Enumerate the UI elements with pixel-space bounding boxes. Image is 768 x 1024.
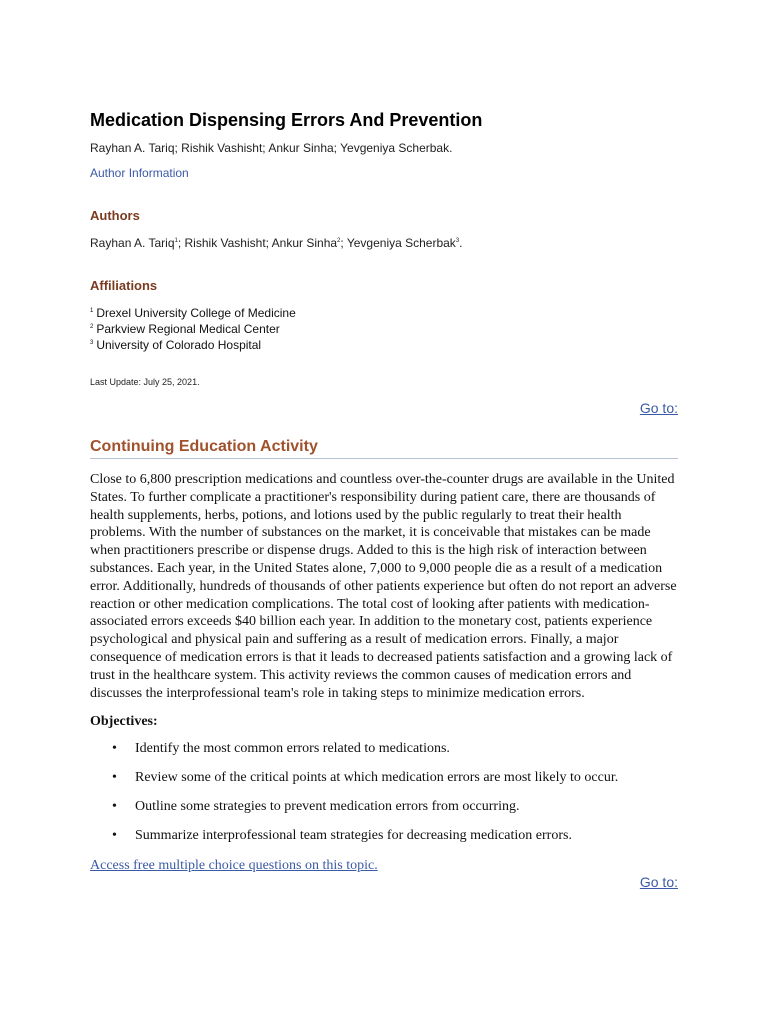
author-affiliation-marker: 3 <box>455 238 460 244</box>
author-information-link[interactable]: Author Information <box>90 166 189 180</box>
affiliation-marker: 1 <box>90 308 94 314</box>
goto-link[interactable]: Go to: <box>639 874 678 891</box>
objectives-list <box>90 740 678 845</box>
objective-item: • Review some of the critical points at which medication errors are most likely to occur. <box>112 770 619 786</box>
objective-text: Identify the most common errors related to medications. <box>135 741 450 757</box>
author-name: Ankur Sinha <box>271 236 338 250</box>
objective-text: Outline some strategies to prevent medication errors from occurring. <box>135 799 520 815</box>
objective-item: • Identify the most common errors related to medications. <box>112 741 450 757</box>
affiliation-text: Parkview Regional Medical Center <box>96 322 280 336</box>
affiliation-item <box>90 304 678 320</box>
authors-list: Rayhan A. Tariq$^1$; Rishik Vashisht; Ankur Sinha$^2$; Yevgeniya Scherbak$^3$. <box>90 236 463 250</box>
article <box>90 108 678 894</box>
affiliation-text: Drexel University College of Medicine <box>96 306 296 320</box>
affiliation-text: University of Colorado Hospital <box>96 338 262 352</box>
affiliation-marker: 2 <box>90 324 94 330</box>
objective-item: • Summarize interprofessional team strategies for decreasing medication errors. <box>112 828 572 844</box>
affiliations-list <box>90 304 678 352</box>
author-name: Rishik Vashisht <box>184 236 266 250</box>
author-affiliation-marker: 2 <box>337 238 341 244</box>
objectives-heading: Objectives: <box>90 714 158 730</box>
section-heading: Continuing Education Activity <box>90 437 678 459</box>
goto-row <box>90 874 678 894</box>
affiliations-heading: Affiliations <box>90 278 158 293</box>
author-name: Rayhan A. Tariq <box>90 236 175 250</box>
authors-line: Rayhan A. Tariq; Rishik Vashisht; Ankur Sinha; Yevgeniya Scherbak. <box>90 141 453 155</box>
author-name: Yevgeniya Scherbak <box>346 236 456 250</box>
authors-heading: Authors <box>90 208 140 223</box>
page-title: Medication Dispensing Errors And Prevention <box>90 110 483 130</box>
goto-row <box>90 400 678 420</box>
mcq-access-link[interactable]: Access free multiple choice questions on this topic. <box>90 858 378 874</box>
objective-text: Summarize interprofessional team strategies for decreasing medication errors. <box>135 828 572 844</box>
objective-text: Review some of the critical points at which medication errors are most likely to occur. <box>135 770 619 786</box>
goto-link[interactable]: Go to: <box>639 400 678 416</box>
last-update: Last Update: July 25, 2021. <box>90 377 200 387</box>
affiliation-item <box>90 320 678 336</box>
affiliation-marker: 3 <box>90 340 94 346</box>
section-paragraph: Close to 6,800 prescription medications and countless over-the-counter drugs are available in the United States. To further complicate a practitioner's responsibility during patient care, there are thousands of health supplements, herbs, potions, and lotions used by the public regularly to treat their health problems. With the number of substances on the market, it is conceivable that mistakes can be made when practitioners prescribe or dispense drugs. Added to this is the high risk of interaction between substances. Each year, in the United States alone, 7,000 to 9,000 people die as a result of a medication error. Additionally, hundreds of thousands of other patients experience but often do not report an adverse reaction or other medication complications. The total cost of looking after patients with medication-associated errors exceeds $40 billion each year. In addition to the monetary cost, patients experience psychological and physical pain and suffering as a result of medication errors. Finally, a major consequence of medication errors is that it leads to decreased patients satisfaction and a growing lack of trust in the healthcare system. This activity reviews the common causes of medication errors and discusses the interprofessional team's role in taking steps to minimize medication errors. <box>90 472 677 701</box>
author-affiliation-marker: 1 <box>174 238 178 244</box>
affiliation-item <box>90 336 678 352</box>
objective-item: • Outline some strategies to prevent medication errors from occurring. <box>112 799 520 815</box>
